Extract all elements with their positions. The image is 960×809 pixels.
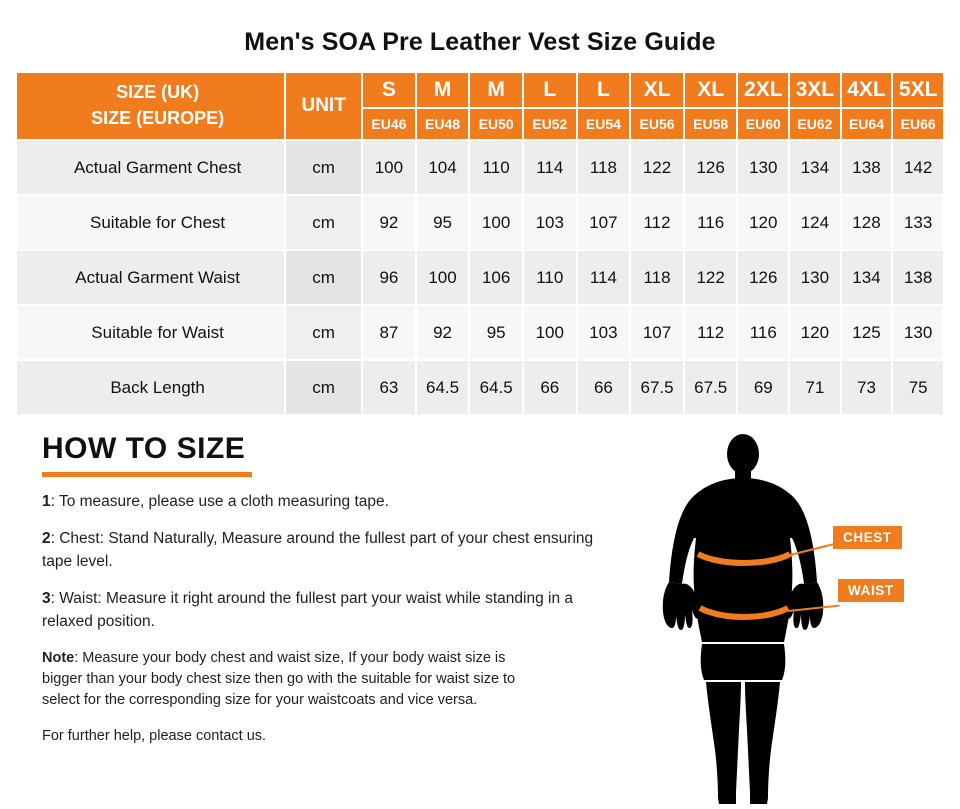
cell-2-4: 114 [577,250,631,305]
note-text: : Measure your body chest and waist size, If your body waist size is bigger than your body chest size then go with the suitable for waist size to select for the corresponding size for your waistcoats and vice versa. [42,650,516,709]
cell-2-10: 138 [892,250,944,305]
cell-1-3: 103 [523,195,577,250]
body-silhouette-icon [620,432,950,804]
size-uk-label: SIZE (UK) [116,82,200,103]
how-to-size-heading: HOW TO SIZE [42,432,246,465]
cell-1-9: 128 [841,195,893,250]
cell-0-2: 110 [469,140,523,195]
waist-callout: WAIST [838,579,904,602]
cell-3-0: 87 [362,305,416,360]
cell-4-10: 75 [892,360,944,415]
row-unit-4: cm [285,360,362,415]
cell-2-2: 106 [469,250,523,305]
cell-4-1: 64.5 [416,360,470,415]
table-row [16,305,944,360]
cell-3-10: 130 [892,305,944,360]
footer-help: For further help, please contact us. [42,728,267,745]
size-europe-label: SIZE (EUROPE) [91,108,225,128]
step-3-number: 3 [42,590,51,608]
cell-1-7: 120 [737,195,789,250]
chest-callout: CHEST [833,526,902,549]
cell-4-0: 63 [362,360,416,415]
size-uk-1: M [416,72,470,108]
step-3-text: : Waist: Measure it right around the fullest part your waist while standing in a relaxed position. [42,590,573,630]
row-label-1: Suitable for Chest [16,195,285,250]
cell-1-0: 92 [362,195,416,250]
table-row [16,360,944,415]
cell-1-10: 133 [892,195,944,250]
size-eu-2: EU50 [469,108,523,140]
size-eu-10: EU66 [892,108,944,140]
cell-1-4: 107 [577,195,631,250]
cell-3-3: 100 [523,305,577,360]
step-1-number: 1 [42,493,51,510]
size-uk-5: XL [630,72,684,108]
cell-2-1: 100 [416,250,470,305]
row-unit-2: cm [285,250,362,305]
unit-header: UNIT [285,72,362,140]
cell-3-4: 103 [577,305,631,360]
row-unit-0: cm [285,140,362,195]
table-row [16,195,944,250]
cell-3-5: 107 [630,305,684,360]
cell-0-6: 126 [684,140,738,195]
cell-0-7: 130 [737,140,789,195]
size-uk-4: L [577,72,631,108]
note [42,648,542,711]
body-measurement-figure [620,432,950,804]
row-label-4: Back Length [16,360,285,415]
step-2 [42,528,597,573]
cell-0-9: 138 [841,140,893,195]
cell-2-0: 96 [362,250,416,305]
size-eu-7: EU60 [737,108,789,140]
cell-2-3: 110 [523,250,577,305]
cell-0-1: 104 [416,140,470,195]
cell-0-8: 134 [789,140,841,195]
cell-2-6: 122 [684,250,738,305]
size-eu-4: EU54 [577,108,631,140]
size-uk-2: M [469,72,523,108]
size-eu-0: EU46 [362,108,416,140]
row-unit-1: cm [285,195,362,250]
cell-1-8: 124 [789,195,841,250]
cell-3-2: 95 [469,305,523,360]
page-title: Men's SOA Pre Leather Vest Size Guide [244,28,716,56]
cell-4-7: 69 [737,360,789,415]
cell-3-6: 112 [684,305,738,360]
step-2-text: : Chest: Stand Naturally, Measure around the fullest part of your chest ensuring tape level. [42,530,594,570]
size-uk-0: S [362,72,416,108]
table-header-row-uk [16,72,944,108]
row-unit-3: cm [285,305,362,360]
cell-0-10: 142 [892,140,944,195]
cell-4-5: 67.5 [630,360,684,415]
row-label-3: Suitable for Waist [16,305,285,360]
table-row [16,140,944,195]
cell-2-9: 134 [841,250,893,305]
table-row [16,250,944,305]
step-1-text: : To measure, please use a cloth measuring tape. [50,493,389,510]
cell-4-9: 73 [841,360,893,415]
cell-4-6: 67.5 [684,360,738,415]
row-label-2: Actual Garment Waist [16,250,285,305]
row-label-0: Actual Garment Chest [16,140,285,195]
size-eu-6: EU58 [684,108,738,140]
cell-1-5: 112 [630,195,684,250]
size-eu-1: EU48 [416,108,470,140]
size-uk-10: 5XL [892,72,944,108]
cell-0-4: 118 [577,140,631,195]
cell-1-6: 116 [684,195,738,250]
cell-1-2: 100 [469,195,523,250]
step-3 [42,588,597,633]
cell-4-2: 64.5 [469,360,523,415]
size-eu-8: EU62 [789,108,841,140]
cell-3-9: 125 [841,305,893,360]
cell-2-7: 126 [737,250,789,305]
size-uk-9: 4XL [841,72,893,108]
cell-1-1: 95 [416,195,470,250]
cell-4-3: 66 [523,360,577,415]
cell-3-8: 120 [789,305,841,360]
cell-0-0: 100 [362,140,416,195]
size-eu-9: EU64 [841,108,893,140]
size-uk-8: 3XL [789,72,841,108]
size-uk-7: 2XL [737,72,789,108]
step-2-number: 2 [42,530,51,548]
step-1 [42,491,597,513]
cell-0-5: 122 [630,140,684,195]
cell-2-5: 118 [630,250,684,305]
cell-0-3: 114 [523,140,577,195]
cell-4-4: 66 [577,360,631,415]
size-eu-3: EU52 [523,108,577,140]
heading-underline [42,472,252,477]
size-header-labels [16,72,285,140]
cell-4-8: 71 [789,360,841,415]
size-table [15,71,945,416]
size-uk-6: XL [684,72,738,108]
size-eu-5: EU56 [630,108,684,140]
cell-3-7: 116 [737,305,789,360]
cell-2-8: 130 [789,250,841,305]
cell-3-1: 92 [416,305,470,360]
note-label: Note [42,650,75,667]
size-uk-3: L [523,72,577,108]
